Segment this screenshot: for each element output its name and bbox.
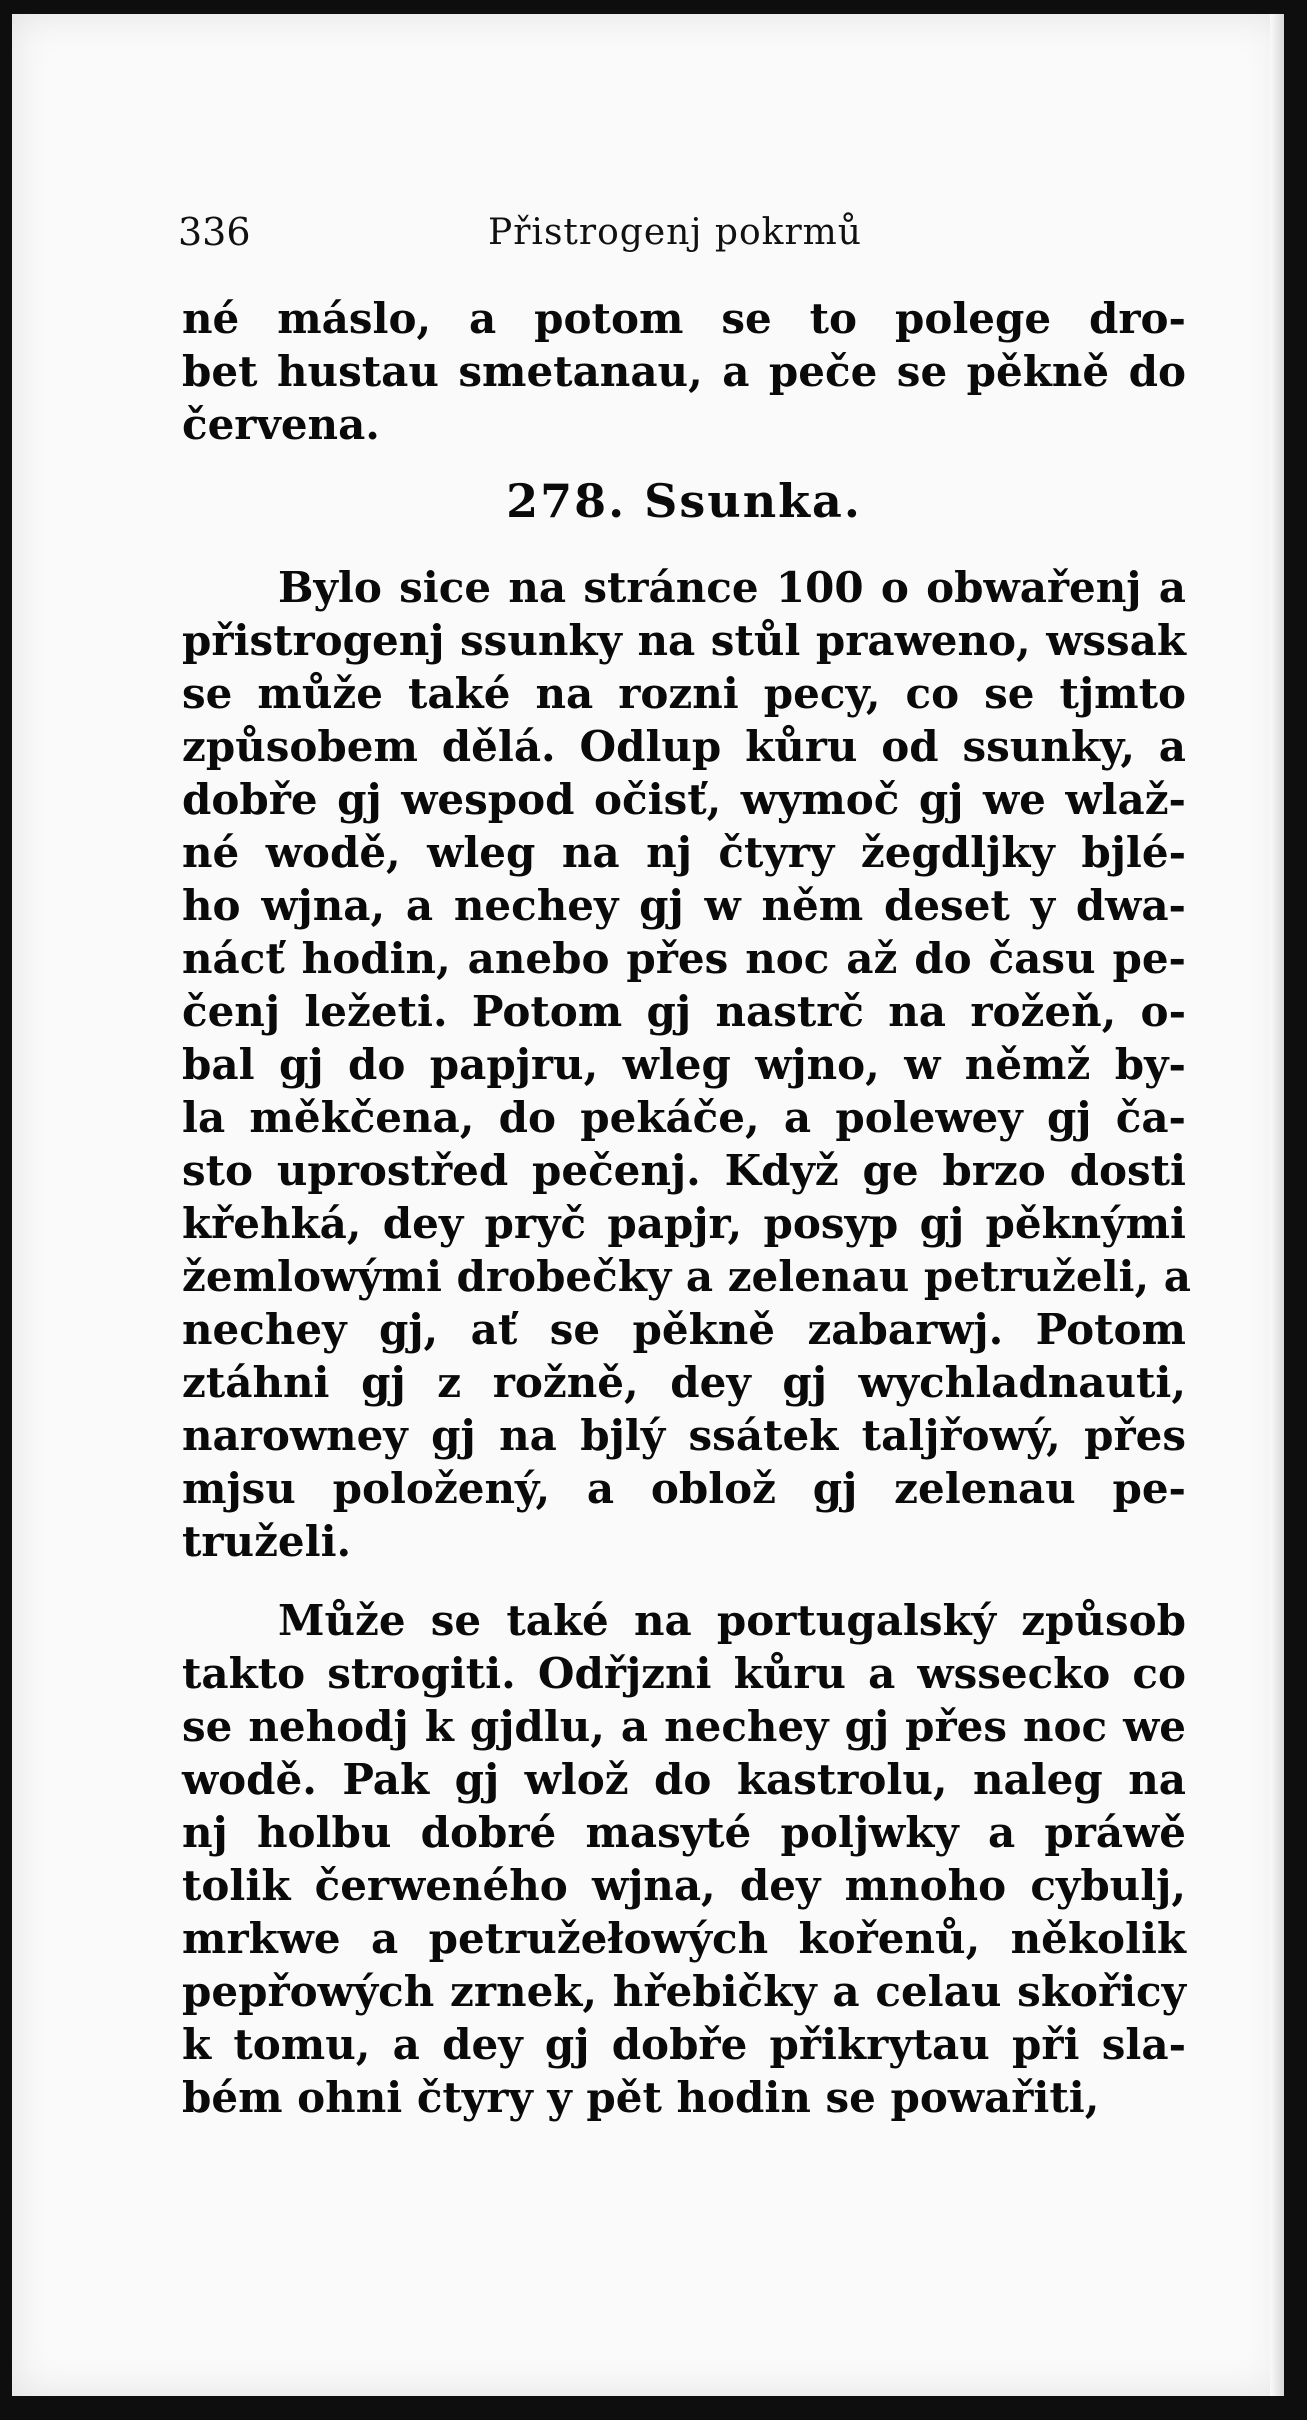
text-line: takto strogiti. Odřjzni kůru a wssecko co [182, 1649, 1186, 1698]
page-number: 336 [178, 210, 251, 254]
text-line: křehká, dey pryč papjr, posyp gj pěknými [182, 1199, 1186, 1248]
text-line: wodě. Pak gj wlož do kastrolu, naleg na [182, 1755, 1186, 1804]
text-line: ho wjna, a nechey gj w něm deset y dwa- [182, 881, 1186, 930]
page-header [178, 210, 1078, 264]
text-line: žemlowými drobečky a zelenau petruželi, a [182, 1252, 1191, 1301]
text-line: pepřowých zrnek, hřebičky a celau skořicy [182, 1967, 1186, 2016]
book-page [12, 14, 1284, 2396]
text-line: sto uprostřed pečenj. Když ge brzo dosti [182, 1146, 1186, 1195]
text-line: mjsu položený, a oblož gj zelenau pe- [182, 1464, 1186, 1513]
text-line: se může také na rozni pecy, co se tjmto [182, 669, 1186, 718]
page-edge-shadow [1270, 14, 1284, 2396]
text-line: čenj ležeti. Potom gj nastrč na rožeň, o- [182, 987, 1186, 1036]
text-line: bal gj do papjru, wleg wjno, w němž by- [182, 1040, 1186, 1089]
section-heading: 278. Ssunka. [506, 474, 862, 528]
text-line: narowney gj na bjlý ssátek taljřowý, přes [182, 1411, 1186, 1460]
text-line: přistrogenj ssunky na stůl prawеno, wssak [182, 616, 1186, 665]
text-line: Bylo sice na stránce 100 o obwařenj a [278, 563, 1186, 612]
text-line: la měkčena, do pekáče, a polewey gj ča- [182, 1093, 1186, 1142]
text-line: k tomu, a dey gj dobře přikrytau při sla- [182, 2020, 1186, 2069]
text-line: mrkwe a petružełowých kořenů, několik [182, 1914, 1186, 1963]
text-line: né máslo, a potom se to polege dro- [182, 294, 1186, 343]
text-line: tolik čerweného wjna, dey mnoho cybulj, [182, 1861, 1186, 1910]
running-head: Přistrogenj pokrmů [488, 212, 862, 253]
text-line: nácť hodin, anebo přes noc až do času pe- [182, 934, 1186, 983]
body-text [182, 292, 1191, 2124]
text-line: způsobem dělá. Odlup kůru od ssunky, a [182, 722, 1186, 771]
text-line: bém ohni čtyry y pět hodin se powařiti, [182, 2073, 1100, 2122]
text-line: né wodě, wleg na nj čtyry žegdljky bjlé- [182, 828, 1186, 877]
text-line: truželi. [182, 1517, 352, 1566]
text-line: červena. [182, 400, 380, 449]
text-line: dobře gj wespod očisť, wymoč gj we wlaž- [182, 775, 1186, 824]
paragraph-gap [182, 1568, 1186, 1594]
text-line: se nehodj k gjdlu, a nechey gj přes noc we [182, 1702, 1186, 1751]
text-line: nj holbu dobré masyté poljwky a práwě [182, 1808, 1186, 1857]
text-line: Může se také na portugalský způsob [278, 1596, 1186, 1645]
text-line: nechey gj, ať se pěkně zabarwj. Potom [182, 1305, 1186, 1354]
text-line: bet hustau smetanau, a peče se pěkně do [182, 347, 1186, 396]
text-line: ztáhni gj z rožně, dey gj wychladnauti, [182, 1358, 1186, 1407]
